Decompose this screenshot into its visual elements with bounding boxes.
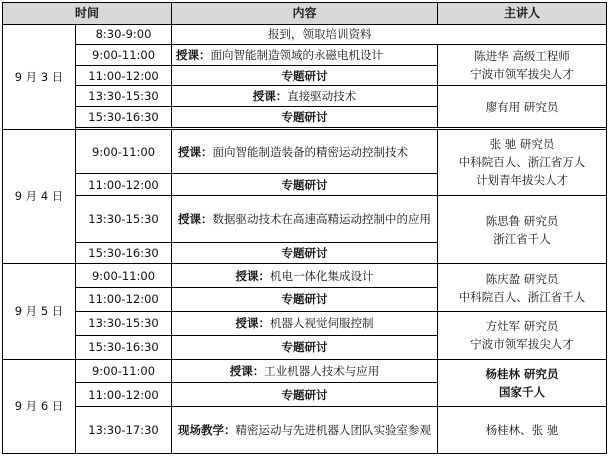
time-cell: 15:30-16:30 — [76, 242, 172, 264]
day-label-sep6: 9 月 6 日 — [3, 359, 76, 453]
time-cell: 15:30-16:30 — [76, 335, 172, 359]
day-label-sep5: 9 月 5 日 — [3, 264, 76, 359]
speaker-cell — [438, 311, 607, 359]
speaker-cell — [438, 264, 607, 312]
content-cell: 报到，领取培训资料 — [172, 24, 607, 45]
time-cell: 13:30-15:30 — [76, 311, 172, 335]
time-cell: 9:00-11:00 — [76, 45, 172, 66]
speaker-cell — [438, 129, 607, 195]
day-label-sep3: 9 月 3 日 — [3, 24, 76, 129]
table-row — [3, 359, 607, 383]
content-text: 机电一体化集成设计 — [270, 268, 374, 283]
time-cell: 9:00-11:00 — [76, 129, 172, 173]
speaker-line: 浙江省千人 — [493, 231, 551, 246]
table-row — [3, 129, 607, 173]
content-cell — [172, 86, 438, 107]
content-cell — [172, 264, 438, 288]
time-cell: 13:30-15:30 — [76, 195, 172, 242]
speaker-cell: 杨桂林、张 驰 — [438, 407, 607, 454]
table-row — [3, 407, 607, 454]
header-row — [3, 3, 607, 25]
time-cell: 11:00-12:00 — [76, 174, 172, 196]
time-cell: 9:00-11:00 — [76, 264, 172, 288]
time-cell: 11:00-12:00 — [76, 65, 172, 86]
content-cell: 专题研讨 — [172, 288, 438, 312]
content-cell: 专题研讨 — [172, 107, 438, 128]
content-cell: 专题研讨 — [172, 242, 438, 264]
content-cell: 专题研讨 — [172, 335, 438, 359]
content-label: 授课： — [178, 211, 213, 226]
speaker-line: 杨桂林 研究员 — [485, 366, 559, 381]
table-row — [3, 24, 607, 45]
time-cell: 8:30-9:00 — [76, 24, 172, 45]
table-row — [3, 45, 607, 66]
speaker-line: 中科院百人、浙江省千人 — [458, 289, 586, 304]
content-text: 直接驱动技术 — [287, 89, 357, 104]
content-label: 授课： — [235, 316, 271, 331]
table-row — [3, 264, 607, 288]
speaker-line: 计划青年拔尖人才 — [476, 173, 569, 188]
content-cell — [172, 407, 438, 454]
content-label: 授课： — [229, 363, 265, 378]
speaker-cell: 廖有用 研究员 — [438, 86, 607, 127]
speaker-cell — [438, 45, 607, 86]
speaker-line: 中科院百人、浙江省万人 — [458, 155, 586, 170]
time-cell: 13:30-17:30 — [76, 407, 172, 454]
speaker-line: 方灶军 研究员 — [485, 319, 559, 334]
time-cell: 11:00-12:00 — [76, 383, 172, 407]
speaker-line: 宁波市领军拔尖人才 — [470, 67, 574, 82]
time-cell: 9:00-11:00 — [76, 359, 172, 383]
content-cell — [172, 129, 438, 173]
content-label: 授课： — [235, 268, 271, 283]
speaker-cell — [438, 195, 607, 263]
time-cell: 15:30-16:30 — [76, 107, 172, 128]
header-content: 内容 — [172, 3, 438, 25]
time-cell: 13:30-15:30 — [76, 86, 172, 107]
content-label: 现场教学： — [178, 423, 236, 438]
content-text: 精密运动与先进机器人团队实验室参观 — [235, 423, 432, 438]
content-cell — [172, 195, 438, 242]
day-label-sep4: 9 月 4 日 — [3, 129, 76, 263]
content-text: 面向智能制造装备的精密运动控制技术 — [212, 144, 409, 159]
content-cell — [172, 359, 438, 383]
content-cell: 专题研讨 — [172, 383, 438, 407]
speaker-line: 张 驰 研究员 — [489, 137, 555, 152]
content-text: 机器人视觉伺服控制 — [270, 316, 374, 331]
content-cell: 专题研讨 — [172, 65, 438, 86]
content-cell — [172, 45, 438, 66]
table-row — [3, 311, 607, 335]
speaker-cell — [438, 359, 607, 407]
schedule-table — [2, 2, 607, 454]
header-time: 时间 — [3, 3, 172, 25]
table-row — [3, 195, 607, 242]
speaker-line: 陈思鲁 研究员 — [485, 213, 559, 228]
speaker-line: 宁波市领军拔尖人才 — [470, 337, 574, 352]
speaker-line: 陈进华 高级工程师 — [474, 49, 570, 64]
time-cell: 11:00-12:00 — [76, 288, 172, 312]
header-speaker: 主讲人 — [438, 3, 607, 25]
content-label: 授课： — [178, 144, 213, 159]
content-text: 面向智能制造领域的永磁电机设计 — [210, 48, 384, 63]
speaker-line: 陈庆盈 研究员 — [485, 271, 559, 286]
table-row — [3, 86, 607, 107]
content-label: 授课： — [252, 89, 288, 104]
speaker-line: 国家千人 — [499, 384, 546, 399]
content-text: 数据驱动技术在高速高精运动控制中的应用 — [212, 211, 432, 226]
content-label: 授课： — [176, 48, 211, 63]
content-cell: 专题研讨 — [172, 174, 438, 196]
content-cell — [172, 311, 438, 335]
content-text: 工业机器人技术与应用 — [264, 363, 380, 378]
